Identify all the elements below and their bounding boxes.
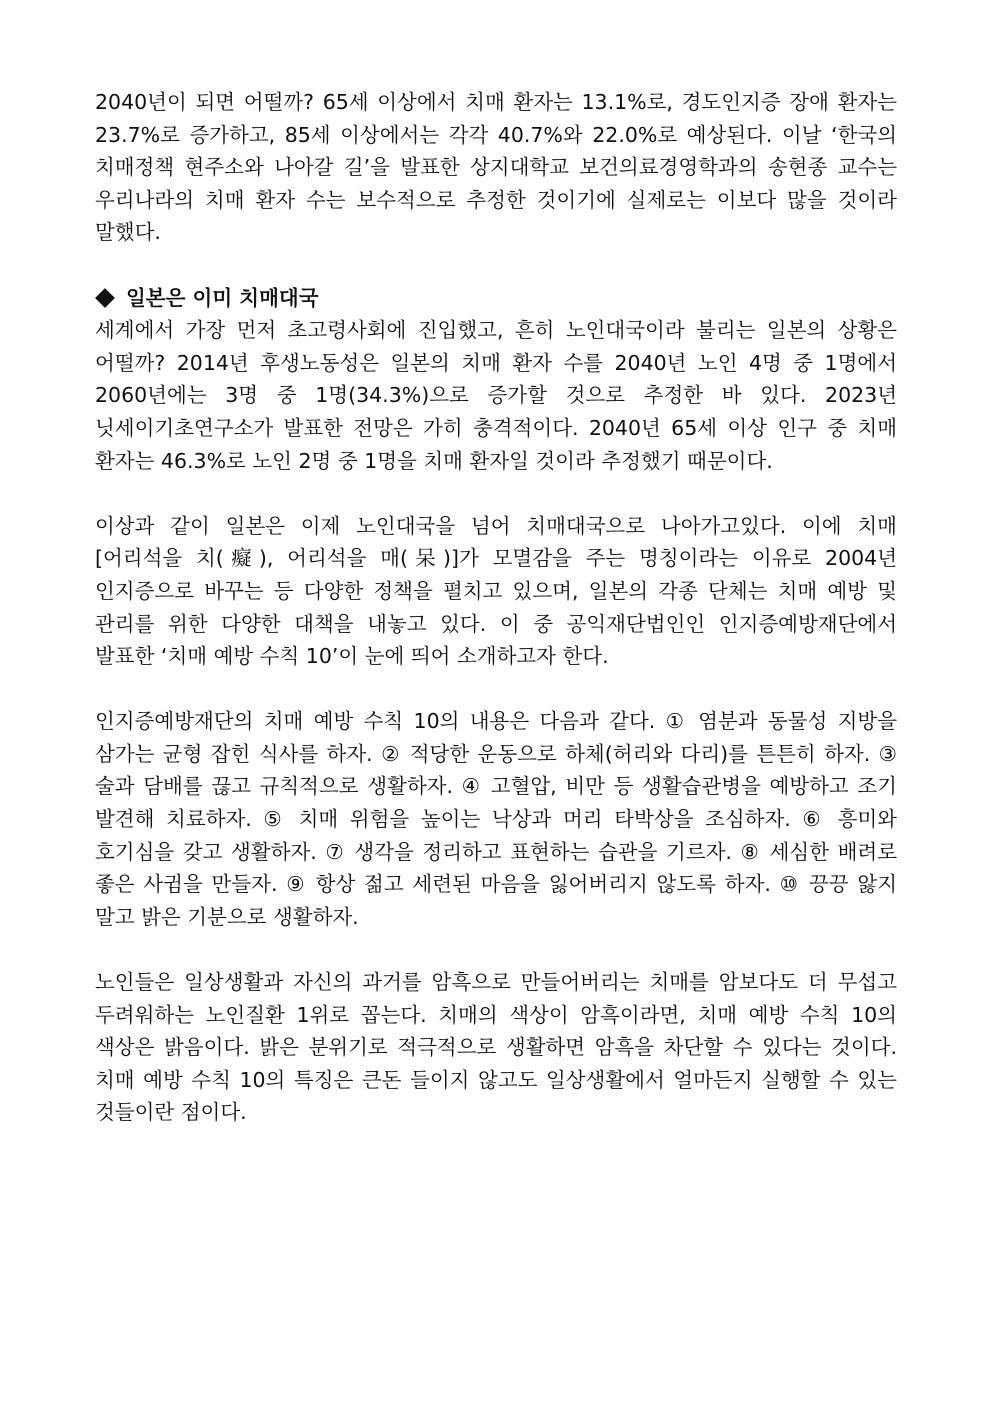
paragraph-spacer: [95, 249, 897, 282]
paragraph-spacer: [95, 933, 897, 966]
paragraph-conclusion: 노인들은 일상생활과 자신의 과거를 암흑으로 만들어버리는 치매를 암보다도 더 무섭고 두려워하는 노인질환 1위로 꼽는다. 치매의 색상이 암흑이라면, 치매 예방 수칙 10의 색상은 밝음이다. 밝은 분위기로 적극적으로 생활하면 암흑을 차단할 수 있다는 것이다. 치매 예방 수칙 10의 특징은 큰돈 들이지 않고도 일상생활에서 얼마든지 실행할 수 있는 것들이란 점이다.: [95, 970, 897, 1125]
diamond-bullet-icon: [95, 288, 115, 308]
section-heading: [95, 282, 897, 315]
paragraph-2040-forecast: 2040년이 되면 어떨까? 65세 이상에서 치매 환자는 13.1%로, 경도인지증 장애 환자는 23.7%로 증가하고, 85세 이상에서는 각각 40.7%와 22.0%로 예상된다. 이날 ‘한국의 치매정책 현주소와 나아갈 길’을 발표한 상지대학교 보건의료경영학과의 송현종 교수는 우리나라의 치매 환자 수는 보수적으로 추정한 것이기에 실제로는 이보다 많을 것이라 말했다.: [95, 90, 897, 245]
document-page: [95, 86, 897, 1129]
paragraph-prevention-rules: 인지증예방재단의 치매 예방 수칙 10의 내용은 다음과 같다. ① 염분과 동물성 지방을 삼가는 균형 잡힌 식사를 하자. ② 적당한 운동으로 하체(허리와 다리)를 튼튼히 하자. ③ 술과 담배를 끊고 규칙적으로 생활하자. ④ 고혈압, 비만 등 생활습관병을 예방하고 조기 발견해 치료하자. ⑤ 치매 위험을 높이는 낙상과 머리 타박상을 조심하자. ⑥ 흥미와 호기심을 갖고 생활하자. ⑦ 생각을 정리하고 표현하는 습관을 기르자. ⑧ 세심한 배려로 좋은 사귐을 만들자. ⑨ 항상 젊고 세련된 마음을 잃어버리지 않도록 하자. ⑩ 끙끙 앓지 말고 밝은 기분으로 생활하자.: [95, 709, 897, 929]
paragraph-japan-policy: 이상과 같이 일본은 이제 노인대국을 넘어 치매대국으로 나아가고있다. 이에 치매[어리석을 치(癡), 어리석을 매(呆)]가 모멸감을 주는 명칭이라는 이유로 2004년 인지증으로 바꾸는 등 다양한 정책을 펼치고 있으며, 일본의 각종 단체는 치매 예방 및 관리를 위한 다양한 대책을 내놓고 있다. 이 중 공익재단법인인 인지증예방재단에서 발표한 ‘치매 예방 수칙 10’이 눈에 띄어 소개하고자 한다.: [95, 513, 897, 669]
paragraph-spacer: [95, 477, 897, 510]
paragraph-japan-situation: 세계에서 가장 먼저 초고령사회에 진입했고, 흔히 노인대국이라 불리는 일본의 상황은 어떨까? 2014년 후생노동성은 일본의 치매 환자 수를 2040년 노인 4명 중 1명에서 2060년에는 3명 중 1명(34.3%)으로 증가할 것으로 추정한 바 있다. 2023년 닛세이기초연구소가 발표한 전망은 가히 충격적이다. 2040년 65세 이상 인구 중 치매 환자는 46.3%로 노인 2명 중 1명을 치매 환자일 것이라 추정했기 때문이다.: [95, 318, 897, 473]
section-heading-text: 일본은 이미 치매대국: [126, 285, 319, 310]
paragraph-spacer: [95, 673, 897, 706]
